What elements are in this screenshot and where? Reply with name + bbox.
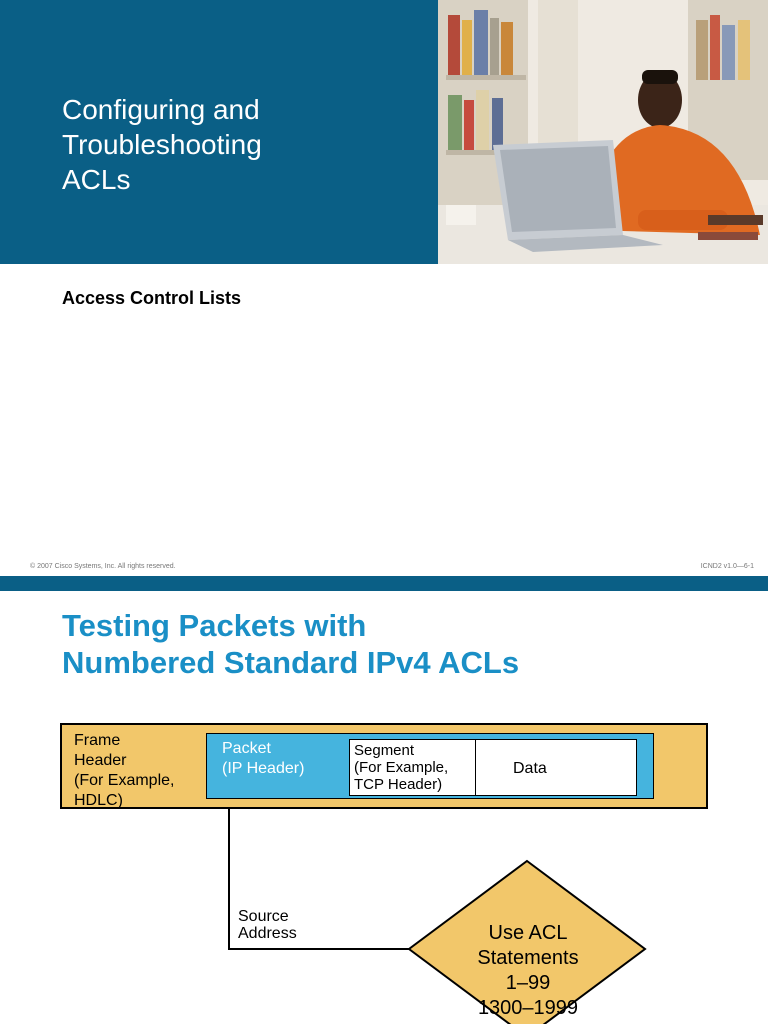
student-with-laptop-photo <box>438 0 768 264</box>
slide-title: Configuring and Troubleshooting ACLs <box>62 94 262 195</box>
frame-header-label: Frame Header (For Example, HDLC) <box>74 732 175 809</box>
slide-2 <box>0 591 768 1024</box>
title-banner <box>0 0 438 264</box>
data-label: Data <box>513 760 547 777</box>
page-number: ICND2 v1.0—6-1 <box>700 563 754 570</box>
segment-box <box>349 739 637 796</box>
slide-2-title: Testing Packets with Numbered Standard IPv4 ACLs <box>62 608 520 680</box>
source-address-label: Source Address <box>238 908 297 942</box>
segment-divider <box>475 740 476 795</box>
slide-separator <box>0 576 768 591</box>
acl-statements-label: Use ACL Statements 1–99 1300–1999 <box>477 922 579 1019</box>
packet-label: Packet (IP Header) <box>222 740 305 777</box>
copyright-text: © 2007 Cisco Systems, Inc. All rights reserved. <box>30 563 176 570</box>
slide-subtitle: Access Control Lists <box>62 288 242 308</box>
segment-label: Segment (For Example, TCP Header) <box>354 742 449 793</box>
frame-header-box <box>60 723 708 809</box>
packet-box <box>206 733 654 799</box>
